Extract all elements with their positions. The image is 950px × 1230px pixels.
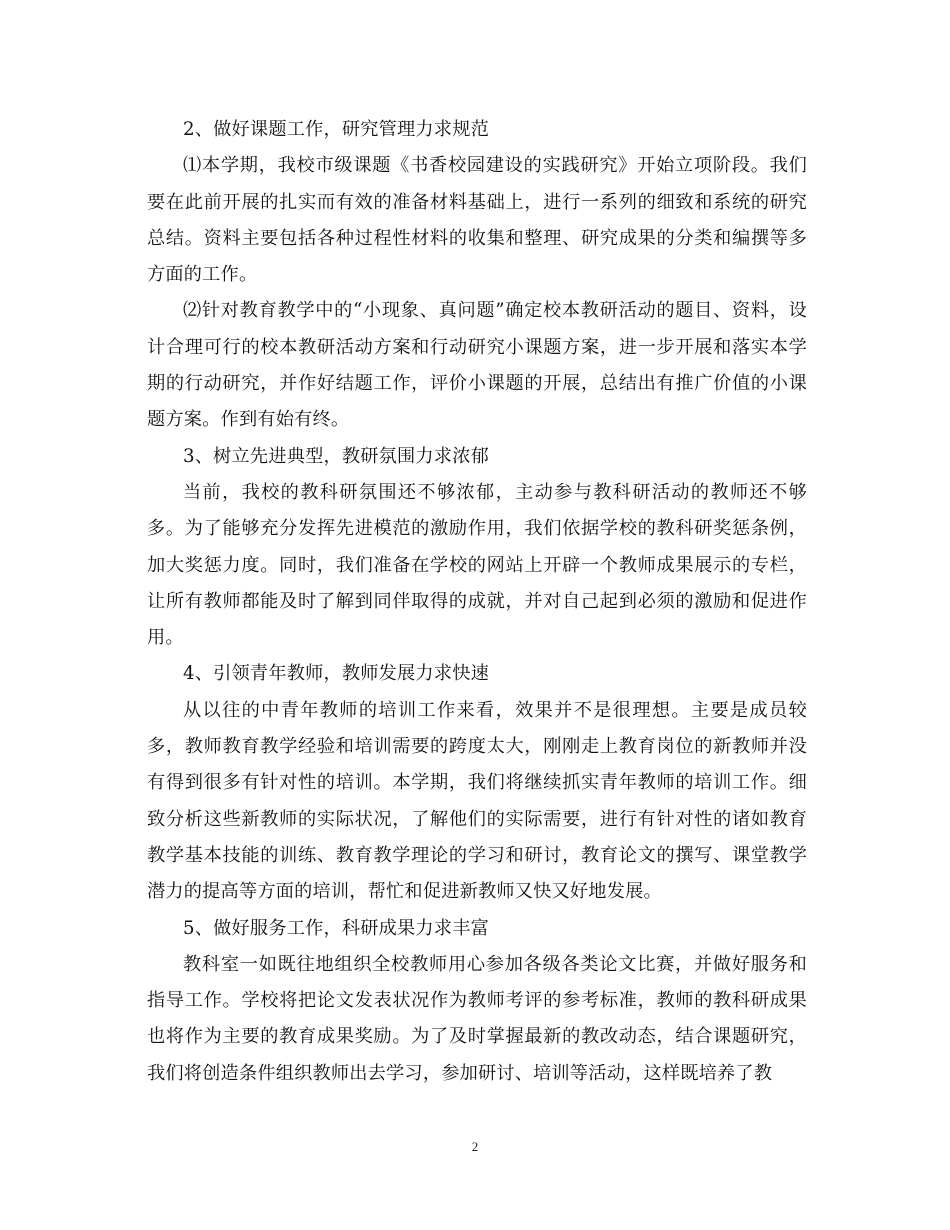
section-heading-service: 5、做好服务工作，科研成果力求丰富	[183, 917, 489, 939]
section-heading-models: 3、树立先进典型，教研氛围力求浓郁	[183, 445, 489, 467]
paragraph-young-teachers: 从以往的中青年教师的培训工作来看，效果并不是很理想。主要是成员较多，教师教育教学经验和培训需要的跨度太大，刚刚走上教育岗位的新教师并没有得到很多有针对性的培训。本学期，我们将继续抓实青年教师的培训工作。细致分析这些新教师的实际状况，了解他们的实际需要，进行有针对性的诸如教育教学基本技能的训练、教育教学理论的学习和研讨，教育论文的撰写、课堂教学潜力的提高等方面的培训，帮忙和促进新教师又快又好地发展。	[147, 699, 807, 903]
section-heading-research: 2、做好课题工作，研究管理力求规范	[183, 119, 489, 140]
paragraph-research-2: ⑵针对教育教学中的“小现象、真问题”确定校本教研活动的题目、资料，设计合理可行的校本教研活动方案和行动研究小课题方案，进一步开展和落实本学期的行动研究，并作好结题工作，评价小课题的开展，总结出有推广价值的小课题方案。作到有始有终。	[147, 300, 807, 431]
page-number: 2	[471, 1139, 479, 1154]
document-body	[147, 112, 807, 1092]
section-heading-young-teachers: 4、引领青年教师，教师发展力求快速	[183, 663, 489, 685]
paragraph-research-1: ⑴本学期，我校市级课题《书香校园建设的实践研究》开始立项阶段。我们要在此前开展的扎实而有效的准备材料基础上，进行一系列的细致和系统的研究总结。资料主要包括各种过程性材料的收集和整理、研究成果的分类和编撰等多方面的工作。	[147, 155, 807, 286]
paragraph-service: 教科室一如既往地组织全校教师用心参加各级各类论文比赛，并做好服务和指导工作。学校将把论文发表状况作为教师考评的参考标准，教师的教科研成果也将作为主要的教育成果奖励。为了及时掌握最新的教改动态，结合课题研究，我们将创造条件组织教师出去学习，参加研讨、培训等活动，这样既培养了教	[147, 953, 807, 1084]
paragraph-models: 当前，我校的教科研氛围还不够浓郁，主动参与教科研活动的教师还不够多。为了能够充分发挥先进模范的激励作用，我们依据学校的教科研奖惩条例，加大奖惩力度。同时，我们准备在学校的网站上开辟一个教师成果展示的专栏，让所有教师都能及时了解到同伴取得的成就，并对自己起到必须的激励和促进作用。	[147, 481, 807, 649]
